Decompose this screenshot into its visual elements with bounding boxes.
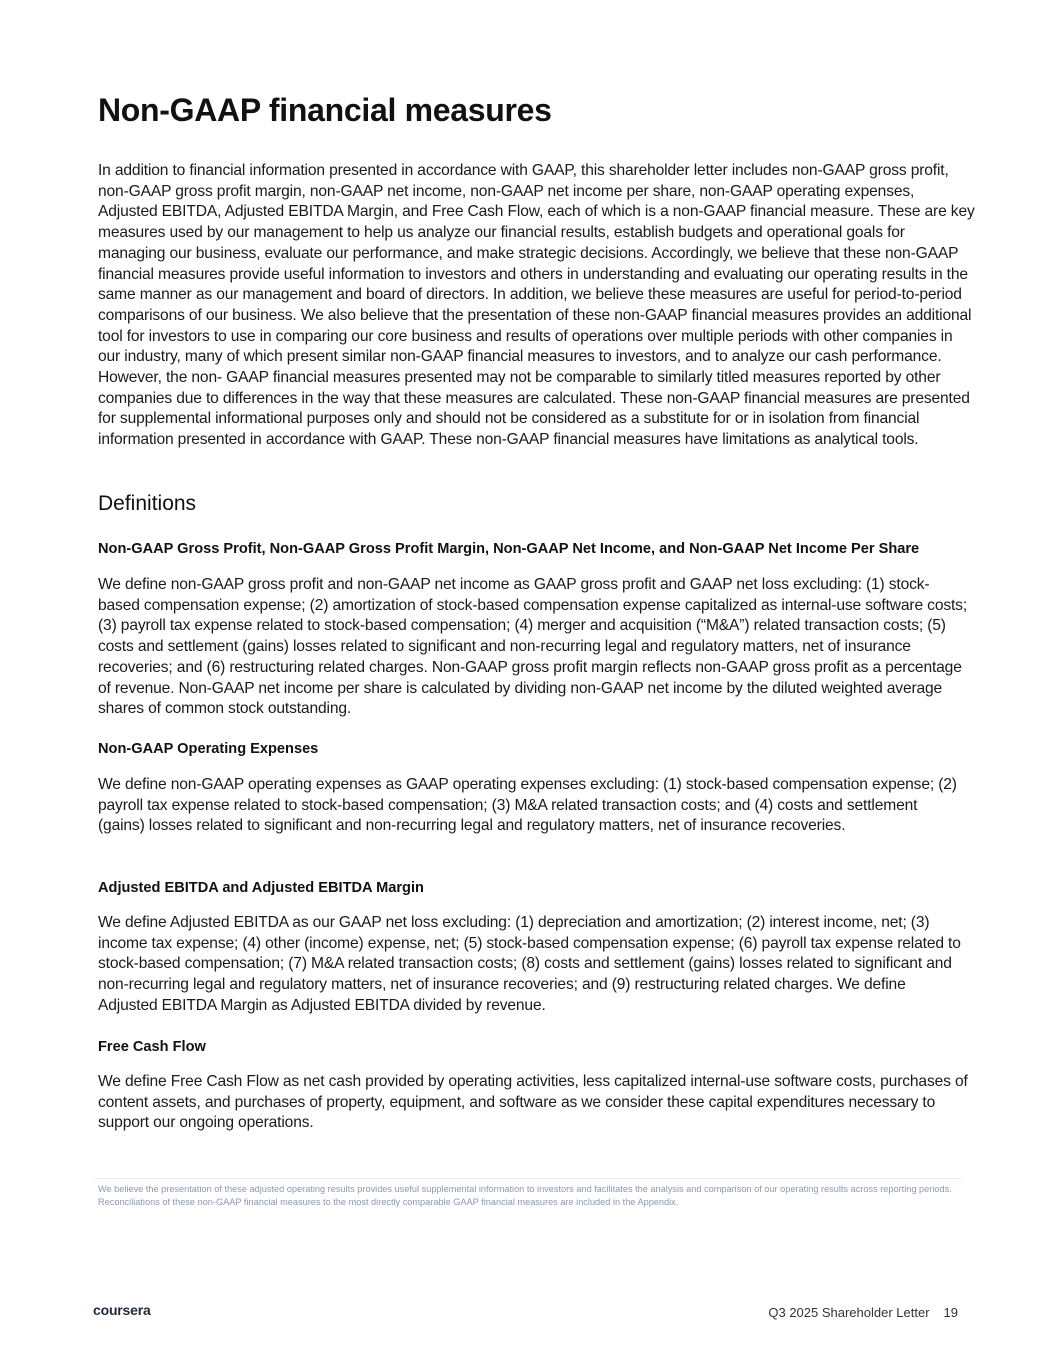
- definition-title-operating-expenses: Non-GAAP Operating Expenses: [98, 741, 319, 757]
- definition-body-gross-profit: We define non-GAAP gross profit and non-GAAP net income as GAAP gross profit and GAAP net loss excluding: (1) stock-based compensation expense; (2) amortization of stock-based compensation expense capitalized as internal-use software costs; (3) payroll tax expense related to stock-based compensation; (4) merger and acquisition (“M&A”) related transaction costs; (5) costs and settlement (gains) losses related to significant and non-recurring legal and regulatory matters, net of insurance recoveries; and (6) restructuring related charges. Non-GAAP gross profit margin reflects non-GAAP gross profit as a percentage of revenue. Non-GAAP net income per share is calculated by dividing non-GAAP net income by the diluted weighted average shares of common stock outstanding.: [98, 576, 967, 718]
- definitions-heading: Definitions: [98, 492, 197, 515]
- page-footer: [768, 1305, 958, 1320]
- intro-paragraph: In addition to financial information presented in accordance with GAAP, this shareholder letter includes non-GAAP gross profit, non-GAAP gross profit margin, non-GAAP net income, non-GAAP net income per share, non-GAAP operating expenses, Adjusted EBITDA, Adjusted EBITDA Margin, and Free Cash Flow, each of which is a non-GAAP financial measure. These are key measures used by our management to help us analyze our financial results, establish budgets and operational goals for managing our business, evaluate our performance, and make strategic decisions. Accordingly, we believe that these non-GAAP financial measures provide useful information to investors and others in understanding and evaluating our operating results in the same manner as our management and board of directors. In addition, we believe these measures are useful for period-to-period comparisons of our business. We also believe that the presentation of these non-GAAP financial measures provides an additional tool for investors to use in comparing our core business and results of operations over multiple periods with other companies in our industry, many of which present similar non-GAAP financial measures to investors, and to analyze our cash performance. However, the non- GAAP financial measures presented may not be comparable to similarly titled measures reported by other companies due to differences in the way that these measures are calculated. These non-GAAP financial measures are presented for supplemental informational purposes only and should not be considered as a substitute for or in isolation from financial information presented in accordance with GAAP. These non-GAAP financial measures have limitations as analytical tools.: [98, 162, 975, 449]
- footnote: We believe the presentation of these adjusted operating results provides useful supplemental information to investors and facilitates the analysis and comparison of our operating results across reporting periods. Reconciliations of these non-GAAP financial measures to the most directly comparable GAAP financial measures are included in the Appendix.: [98, 1184, 952, 1207]
- definition-body-free-cash-flow: We define Free Cash Flow as net cash provided by operating activities, less capitalized internal-use software costs, purchases of content assets, and purchases of property, equipment, and software as we consider these capital expenditures necessary to support our ongoing operations.: [98, 1073, 968, 1132]
- document-name: Q3 2025 Shareholder Letter: [768, 1305, 930, 1320]
- definition-body-adjusted-ebitda: We define Adjusted EBITDA as our GAAP net loss excluding: (1) depreciation and amortization; (2) interest income, net; (3) income tax expense; (4) other (income) expense, net; (5) stock-based compensation expense; (6) payroll tax expense related to stock-based compensation; (7) M&A related transaction costs; (8) costs and settlement (gains) losses related to significant and non-recurring legal and regulatory matters, net of insurance recoveries; and (9) restructuring related charges. We define Adjusted EBITDA Margin as Adjusted EBITDA divided by revenue.: [98, 914, 961, 1014]
- page-number: 19: [943, 1305, 958, 1320]
- footnote-divider: [95, 1178, 961, 1179]
- definition-body-operating-expenses: We define non-GAAP operating expenses as GAAP operating expenses excluding: (1) stock-based compensation expense; (2) payroll tax expense related to stock-based compensation; (3) M&A related transaction costs; and (4) costs and settlement (gains) losses related to significant and non-recurring legal and regulatory matters, net of insurance recoveries.: [98, 776, 957, 835]
- definition-title-adjusted-ebitda: Adjusted EBITDA and Adjusted EBITDA Margin: [98, 880, 424, 896]
- coursera-logo: coursera: [93, 1302, 151, 1318]
- definition-title-gross-profit: Non-GAAP Gross Profit, Non-GAAP Gross Profit Margin, Non-GAAP Net Income, and Non-GAAP Net Income Per Share: [98, 541, 920, 557]
- definition-title-free-cash-flow: Free Cash Flow: [98, 1039, 206, 1055]
- page-title: Non-GAAP financial measures: [98, 92, 552, 128]
